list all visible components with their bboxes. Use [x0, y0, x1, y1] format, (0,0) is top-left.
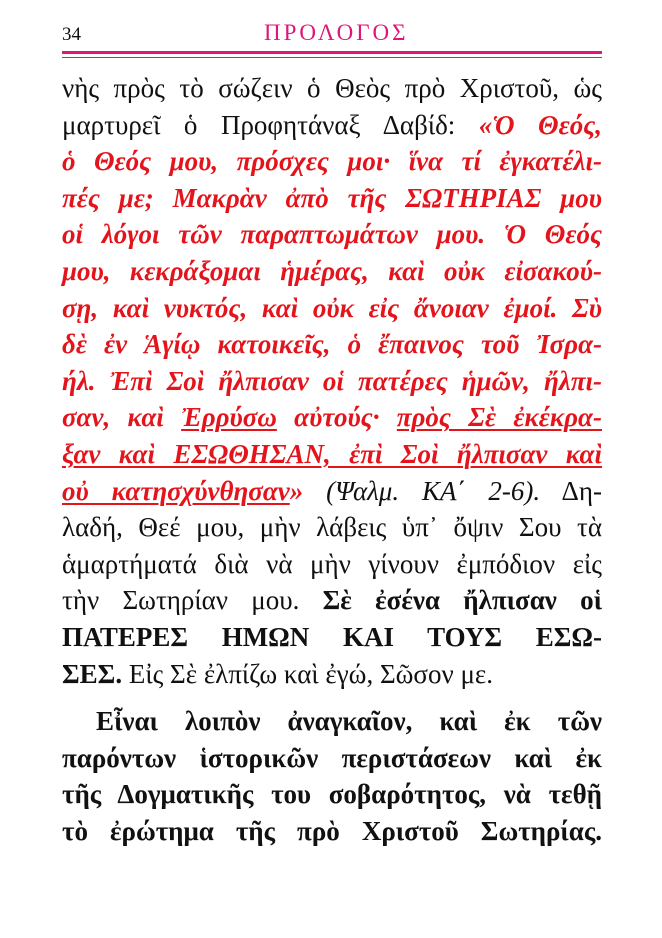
scripture-line: σῃ, καὶ νυκτός, καὶ οὐκ εἰς ἄνοιαν ἐμοί. Σὺ: [62, 292, 602, 323]
text-line: [62, 656, 602, 693]
text-line: ἁμαρτήματά διὰ νὰ μὴν γίνουν ἐμπόδιον εἰς: [62, 548, 602, 579]
text-run: μαρτυρεῖ ὁ Προφητάναξ Δαβίδ:: [62, 109, 479, 140]
text-line: νὴς πρὸς τὸ σώζειν ὁ Θεὸς πρὸ Χριστοῦ, ὡς: [62, 73, 602, 103]
paragraph-2: [62, 703, 602, 849]
text-line: παρόντων ἱστορικῶν περιστάσεων καὶ ἐκ: [62, 742, 602, 773]
scripture-quote: «Ὁ Θεός,: [478, 109, 602, 140]
text-run: Εἰς Σὲ ἐλπίζω καὶ ἐγώ, Σῶσον με.: [122, 658, 494, 689]
bold-line: ΠΑΤΕΡΕΣ ΗΜΩΝ ΚΑΙ ΤΟΥΣ ΕΣΩ-: [62, 621, 602, 652]
bold-text: ΣΕΣ.: [62, 658, 123, 689]
scripture-line: πές με; Μακρὰν ἀπὸ τῆς ΣΩΤΗΡΙΑΣ μου: [62, 182, 602, 213]
running-title: ΠΡΟΛΟΓΟΣ: [264, 20, 409, 45]
quote-close: »: [289, 475, 327, 506]
text-run: Δη-: [540, 475, 602, 506]
header-rule-thin: [62, 57, 602, 58]
page-header: [62, 18, 602, 54]
header-rule-thick: [62, 51, 602, 54]
scripture-line: μου, κεκράξομαι ἡμέρας, καὶ οὐκ εἰσακού-: [62, 255, 602, 286]
text-line: τῆς Δογματικῆς του σοβαρότητος, νὰ τεθῇ: [62, 779, 602, 810]
underlined-text: πρὸς Σὲ ἐκέκρα-: [396, 402, 602, 433]
text-line: λαδή, Θεέ μου, μὴν λάβεις ὑπ᾽ ὄψιν Σου τὰ: [62, 512, 602, 543]
psalm-reference: (Ψαλμ. ΚΑ΄ 2-6).: [326, 475, 541, 506]
text-line: [62, 473, 602, 510]
scripture-line-underlined: ξαν καὶ ΕΣΩΘΗΣΑΝ, ἐπὶ Σοὶ ἤλπισαν καὶ: [62, 438, 602, 469]
underlined-text: Ἐρρύσω: [181, 402, 277, 433]
text-run: αὐτούς·: [276, 402, 397, 433]
scripture-line: ὁ Θεός μου, πρόσχες μοι· ἵνα τί ἐγκατέλι-: [62, 146, 602, 177]
scripture-line: δὲ ἐν Ἁγίῳ κατοικεῖς, ὁ ἔπαινος τοῦ Ἰσρα-: [62, 329, 602, 360]
body-text: [62, 70, 602, 849]
text-line: τὸ ἐρώτημα τῆς πρὸ Χριστοῦ Σωτηρίας.: [62, 815, 602, 846]
page-number: 34: [62, 24, 81, 45]
scripture-line: οἱ λόγοι τῶν παραπτωμάτων μου. Ὁ Θεός: [62, 219, 602, 250]
bold-text: Σὲ ἐσένα ἤλπισαν οἱ: [322, 585, 602, 616]
paragraph-1: [62, 70, 602, 692]
text-line: Εἶναι λοιπὸν ἀναγκαῖον, καὶ ἐκ τῶν: [96, 706, 602, 737]
scripture-line: [62, 399, 602, 436]
underlined-text: οὐ κατησχύνθησαν: [62, 475, 290, 506]
text-line: [62, 107, 602, 144]
text-line: [62, 582, 602, 619]
text-run: τὴν Σωτηρίαν μου.: [62, 585, 323, 616]
text-run: σαν, καὶ: [62, 402, 182, 433]
scripture-line: ήλ. Ἐπὶ Σοὶ ἤλπισαν οἱ πατέρες ἡμῶν, ἤλπι-: [62, 365, 602, 396]
paragraph-gap: [62, 692, 602, 703]
